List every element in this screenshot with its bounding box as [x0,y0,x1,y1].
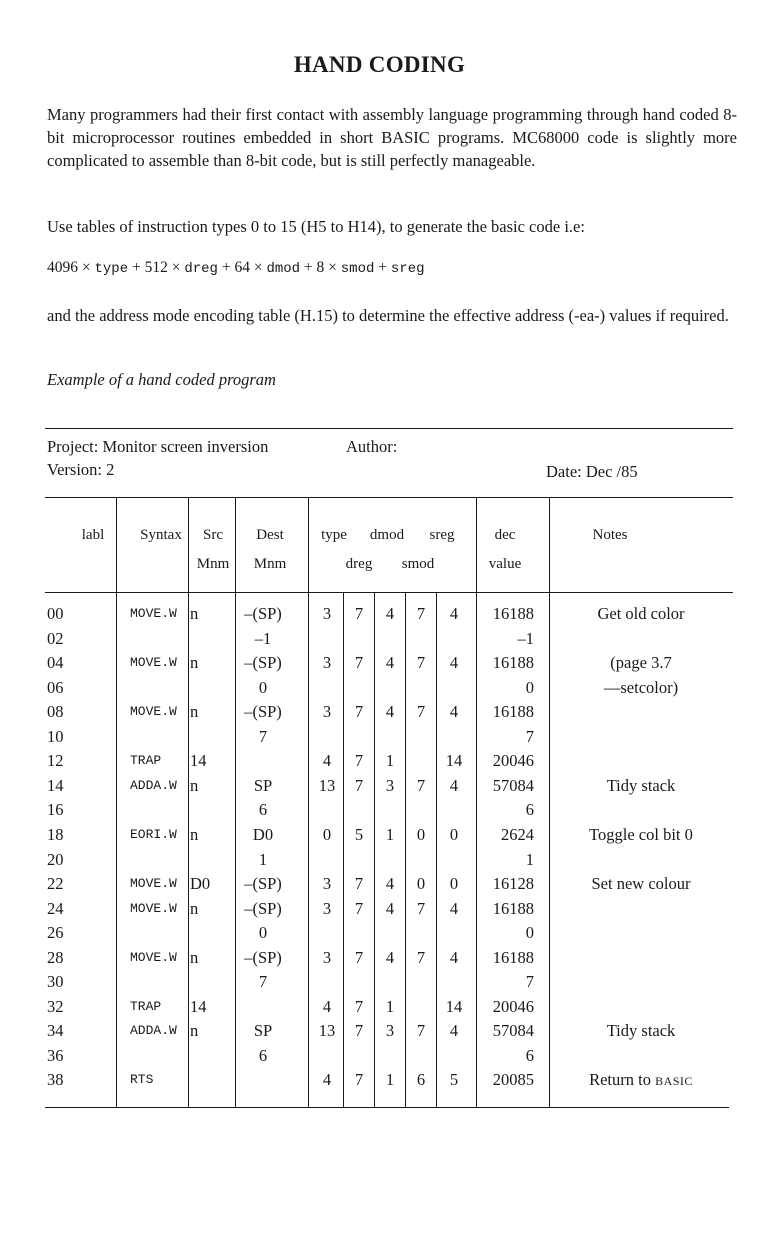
cell-type: 3 [322,653,332,673]
col-divider [188,497,189,1107]
cell-labl: 22 [47,874,64,894]
cell-type: 3 [322,702,332,722]
cell-dmod: 4 [385,947,395,967]
table-bottom-rule [45,1107,729,1108]
cell-dmod: 4 [385,653,395,673]
cell-type: 3 [322,947,332,967]
cell-dest: 6 [258,1045,268,1065]
cell-smod: 7 [416,775,426,795]
cell-dest: –(SP) [244,898,282,918]
cell-syntax: MOVE.W [130,876,177,892]
cell-smod: 7 [416,604,426,623]
cell-dec: 57084 [492,775,534,795]
cell-type: 3 [322,874,332,894]
cell-dec: 1 [525,849,534,869]
cell-dest: 0 [258,923,268,943]
cell-sreg: 14 [445,751,463,771]
header-dec-value: value [488,556,522,572]
cell-labl: 28 [47,947,64,967]
cell-smod: 0 [416,874,426,894]
cell-labl: 10 [47,726,64,746]
cell-labl: 18 [47,824,64,844]
cell-dreg: 7 [354,751,364,771]
version-label: Version: 2 [47,460,115,479]
cell-sreg: 4 [449,653,459,673]
cell-labl: 36 [47,1045,64,1065]
cell-labl: 24 [47,898,64,918]
cell-dest: SP [253,775,273,795]
cell-dec: 57084 [492,1021,534,1041]
cell-type: 4 [322,996,332,1016]
cell-sreg: 4 [449,947,459,967]
cell-src: n [190,1021,199,1041]
instruction-paragraph: Use tables of instruction types 0 to 15 (H5 to H14), to generate the basic code i.e: [47,217,585,236]
col-divider [116,497,117,1107]
cell-labl: 02 [47,628,64,648]
header-dec: dec [494,527,516,543]
header-syntax: Syntax [140,527,182,543]
intro-paragraph: Many programmers had their first contact with assembly language programming through hand coded 8-bit microprocessor routines embedded in short BASIC programs. MC68000 code is slightly more complicated to assemble than 8-bit code, but is still perfectly manageable. [47,105,737,170]
cell-dec: 2624 [501,824,534,844]
header-labl: labl [81,527,105,543]
address-note-paragraph: and the address mode encoding table (H.15) to determine the effective address (-ea-) values if required. [47,306,729,325]
cell-labl: 12 [47,751,64,771]
cell-labl: 26 [47,923,64,943]
cell-dec: 20085 [492,1070,534,1090]
cell-syntax: MOVE.W [130,949,177,965]
page-title: HAND CODING [293,52,466,77]
cell-labl: 32 [47,996,64,1016]
cell-smod: 7 [416,947,426,967]
cell-dreg: 5 [354,824,364,844]
cell-dest: 6 [258,800,268,820]
cell-dest: –(SP) [244,947,282,967]
cell-dest: –(SP) [244,874,282,894]
header-src-mnm: Mnm [196,556,230,572]
cell-labl: 06 [47,677,64,697]
cell-syntax: TRAP [130,753,162,769]
cell-type: 4 [322,751,332,771]
cell-src: D0 [190,874,211,894]
header-dest: Dest [256,527,284,543]
cell-syntax: MOVE.W [130,900,177,916]
cell-dreg: 7 [354,874,364,894]
cell-notes: Tidy stack [606,775,676,795]
cell-dreg: 7 [354,775,364,795]
cell-smod: 6 [416,1070,426,1090]
cell-dest: –(SP) [244,653,282,673]
cell-type: 13 [318,1021,336,1041]
cell-sreg: 0 [449,824,459,844]
cell-sreg: 14 [445,996,463,1016]
cell-dmod: 3 [385,1021,395,1041]
cell-dmod: 1 [385,1070,395,1090]
cell-dest: SP [253,1021,273,1041]
cell-sreg: 4 [449,775,459,795]
cell-dmod: 1 [385,996,395,1016]
cell-sreg: 4 [449,604,459,623]
cell-labl: 08 [47,702,64,722]
cell-dmod: 4 [385,702,395,722]
cell-dest: –(SP) [244,702,282,722]
cell-dec: 20046 [492,751,534,771]
date-label: Date: Dec /85 [546,462,638,481]
header-notes: Notes [592,527,628,543]
cell-src: n [190,898,199,918]
col-divider [308,497,309,1107]
header-dest-mnm: Mnm [253,556,287,572]
cell-src: 14 [190,751,207,771]
header-dmod: dmod [369,527,405,543]
cell-dest: D0 [252,824,274,844]
cell-src: n [190,775,199,795]
cell-src: n [190,653,199,673]
cell-notes: —setcolor) [603,677,679,697]
cell-dmod: 4 [385,604,395,623]
cell-dest: –1 [254,628,272,648]
cell-dmod: 1 [385,751,395,771]
cell-dreg: 7 [354,653,364,673]
cell-syntax: EORI.W [130,826,177,842]
cell-type: 13 [318,775,336,795]
cell-src: n [190,824,199,844]
cell-labl: 38 [47,1070,64,1090]
cell-labl: 14 [47,775,64,795]
cell-labl: 16 [47,800,64,820]
cell-dreg: 7 [354,604,364,623]
encoding-formula: 4096 × type + 512 × dreg + 64 × dmod + 8 × smod + sreg [47,259,425,277]
header-smod: smod [401,556,435,572]
table-top-rule [45,497,733,498]
cell-syntax: RTS [130,1072,154,1088]
cell-dec: 7 [525,726,534,746]
cell-src: n [190,702,199,722]
col-divider [549,497,550,1107]
cell-src: 14 [190,996,207,1016]
cell-dec: 7 [525,972,534,992]
cell-dmod: 4 [385,898,395,918]
cell-dec: 20046 [492,996,534,1016]
cell-dec: 16188 [492,604,534,623]
cell-dreg: 7 [354,996,364,1016]
cell-src: n [190,604,199,623]
cell-type: 4 [322,1070,332,1090]
cell-dec: 6 [525,800,534,820]
cell-dest: 0 [258,677,268,697]
cell-sreg: 4 [449,1021,459,1041]
cell-dreg: 7 [354,1070,364,1090]
cell-labl: 20 [47,849,64,869]
cell-notes: Toggle col bit 0 [589,824,693,844]
cell-dec: 0 [525,677,534,697]
cell-sreg: 4 [449,898,459,918]
example-heading: Example of a hand coded program [47,370,276,389]
cell-smod: 7 [416,898,426,918]
cell-sreg: 0 [449,874,459,894]
cell-dec: 16188 [492,898,534,918]
col-divider [476,497,477,1107]
cell-syntax: TRAP [130,998,162,1014]
table-header-rule [45,592,733,593]
cell-dec: 6 [525,1045,534,1065]
cell-syntax: ADDA.W [130,777,177,793]
cell-dreg: 7 [354,702,364,722]
cell-sreg: 5 [449,1070,459,1090]
cell-syntax: MOVE.W [130,655,177,671]
cell-notes [552,1070,730,1090]
cell-notes: Get old color [597,604,685,623]
cell-dec: 0 [525,923,534,943]
cell-syntax: MOVE.W [130,606,177,621]
cell-type: 3 [322,898,332,918]
cell-dec: 16128 [492,874,534,894]
divider-top [45,428,733,429]
cell-dec: 16188 [492,653,534,673]
col-divider [235,497,236,1107]
cell-notes: (page 3.7 [610,653,672,673]
cell-dest: 7 [258,726,268,746]
cell-type: 0 [322,824,332,844]
project-label: Project: Monitor screen inversion [47,437,269,456]
cell-labl: 04 [47,653,64,673]
cell-dreg: 7 [354,947,364,967]
cell-labl: 00 [47,604,64,623]
cell-src: n [190,947,199,967]
cell-dest: –(SP) [244,604,282,623]
notes-text: Return to [589,1070,656,1090]
cell-labl: 34 [47,1021,64,1041]
cell-dreg: 7 [354,898,364,918]
header-sreg: sreg [429,527,455,543]
cell-dest: 1 [258,849,268,869]
cell-smod: 7 [416,702,426,722]
cell-notes: Set new colour [591,874,691,894]
cell-dec: –1 [517,628,534,648]
cell-smod: 0 [416,824,426,844]
notes-smallcaps: BASIC [655,1074,693,1089]
cell-dec: 16188 [492,702,534,722]
cell-dreg: 7 [354,1021,364,1041]
cell-smod: 7 [416,653,426,673]
header-src: Src [203,527,223,543]
cell-type: 3 [322,604,332,623]
cell-labl: 30 [47,972,64,992]
author-label: Author: [346,437,398,456]
header-dreg: dreg [345,556,373,572]
cell-syntax: MOVE.W [130,704,177,720]
cell-dec: 16188 [492,947,534,967]
header-type: type [321,527,347,543]
cell-dmod: 1 [385,824,395,844]
cell-dest: 7 [258,972,268,992]
cell-notes: Tidy stack [606,1021,676,1041]
cell-smod: 7 [416,1021,426,1041]
cell-dmod: 4 [385,874,395,894]
cell-sreg: 4 [449,702,459,722]
cell-dmod: 3 [385,775,395,795]
cell-syntax: ADDA.W [130,1023,177,1039]
